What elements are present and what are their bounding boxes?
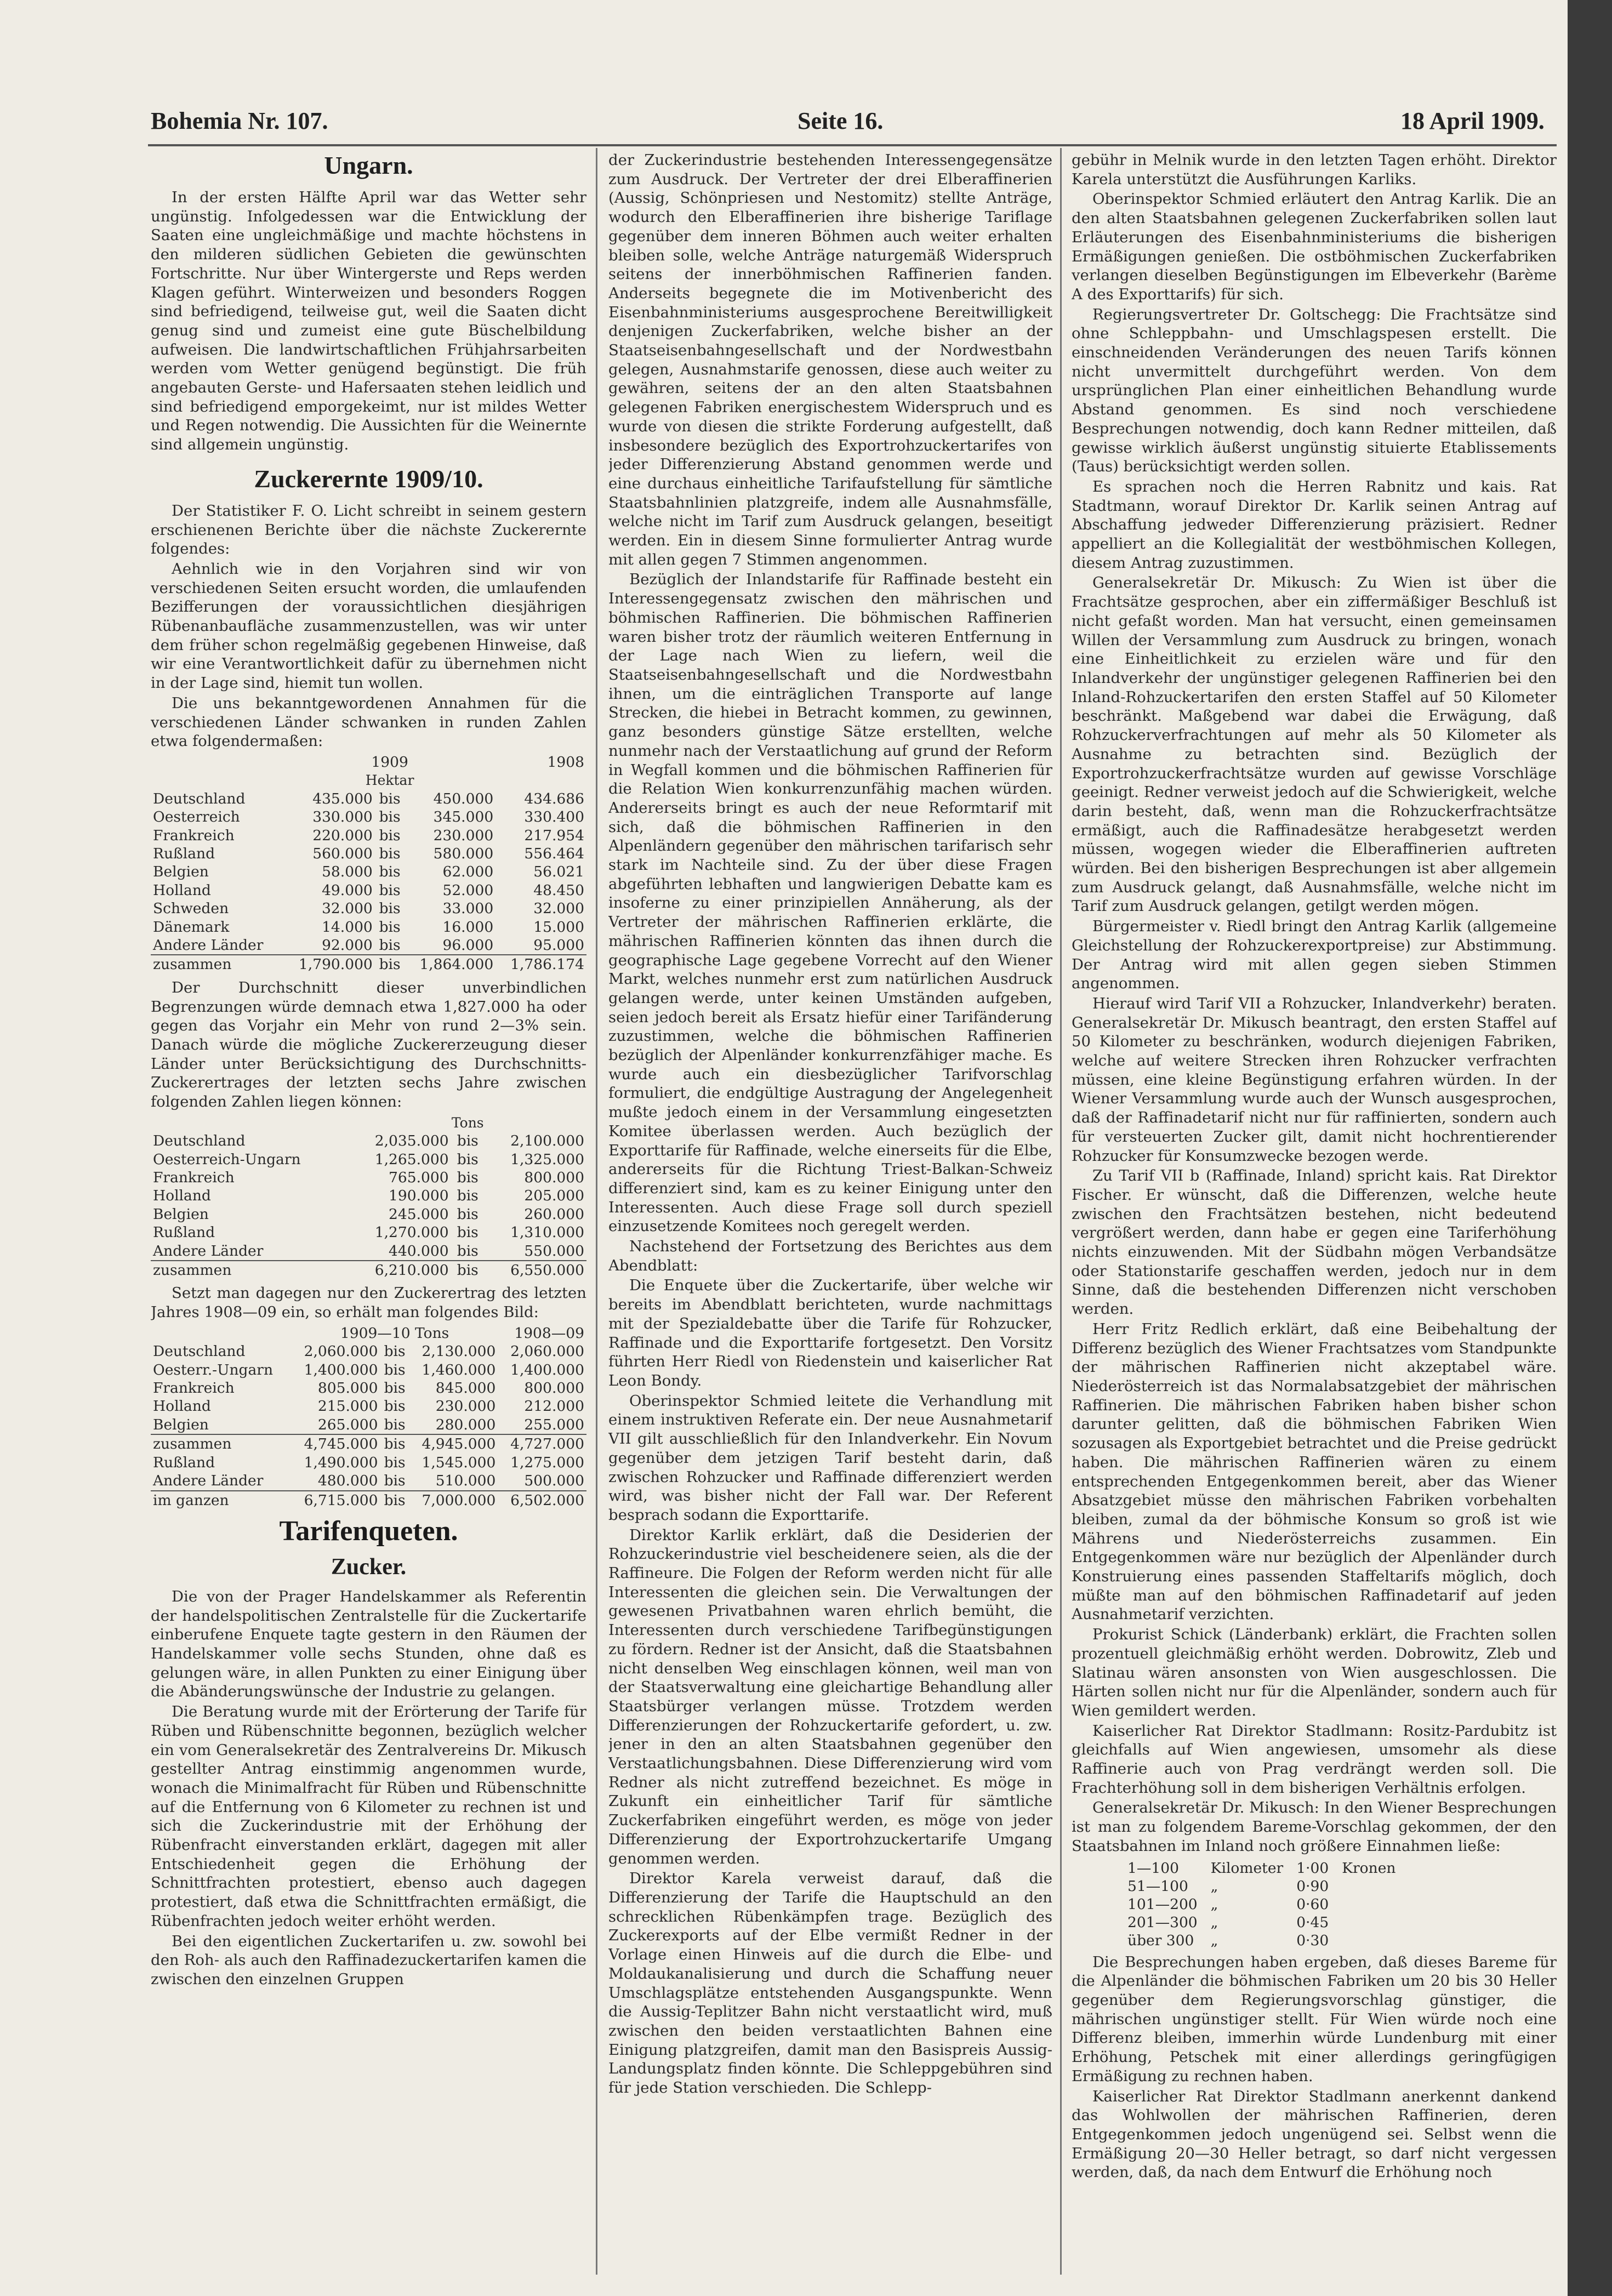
country-cell: Belgien (153, 1205, 209, 1223)
value-to-cell: 1,310.000 (510, 1224, 584, 1241)
value-to-cell: 33.000 (442, 900, 494, 918)
table-row (151, 863, 586, 881)
country-cell: Belgien (153, 863, 209, 881)
value-to-cell: 1,545.000 (421, 1454, 496, 1471)
rate-cell: 0·60 (1296, 1895, 1329, 1913)
table-total-row (151, 1261, 586, 1279)
range-separator: bis (375, 955, 405, 973)
prior-year-cell: 15.000 (533, 918, 584, 936)
masthead (151, 107, 1554, 140)
table-header-row (151, 753, 586, 771)
value-to-cell: 845.000 (435, 1380, 496, 1397)
value-to-cell: 260.000 (524, 1205, 584, 1223)
column-divider (596, 148, 597, 2275)
range-separator: bis (451, 1261, 485, 1279)
tariff-row (1121, 1932, 1402, 1950)
country-cell: Dänemark (153, 918, 230, 936)
paragraph: Der Durchschnitt dieser unverbindlichen Begrenzungen würde demnach etwa 1,827.000 ha oder gegen das Vorjahr ein Mehr von rund 2—3% sein. Danach würde die mögliche Zuckererzeugung dieser Länder unter Berücksichtigung des Durchschnitts-Zuckerertrages der letzten sechs Jahre zwischen folgenden Zahlen liegen können: (151, 978, 586, 1111)
value-from-cell: 1,265.000 (374, 1150, 449, 1168)
value-from-cell: 480.000 (317, 1472, 378, 1490)
prior-year-cell: 434.686 (524, 790, 584, 807)
distance-range-cell: 101—200 (1127, 1895, 1198, 1913)
section-title-ungarn: Ungarn. (324, 151, 413, 179)
table-row (151, 1379, 586, 1397)
value-from-cell: 4,745.000 (292, 1434, 380, 1453)
tariff-row (1121, 1859, 1402, 1877)
value-to-cell: 6,550.000 (485, 1261, 586, 1279)
acreage-table (151, 753, 586, 974)
table-header-row (151, 1324, 586, 1342)
country-cell: Andere Länder (153, 1472, 264, 1490)
value-to-cell: 800.000 (524, 1169, 584, 1186)
table-unit: Tons (451, 1114, 484, 1131)
range-separator: bis (457, 1242, 479, 1260)
prior-year-cell: 556.464 (524, 845, 584, 863)
paragraph: Die uns bekanntgewordenen Annahmen für die verschiedenen Länder schwanken in runden Zahlen etwa folgendermaßen: (151, 694, 586, 750)
paragraph: Bezüglich der Inlandstarife für Raffinade besteht ein Interessengegensatz zwischen den mährischen und böhmischen Raffinerien. Die böhmischen Raffinerien waren bisher trotz der räumlich weiteren Entfernung in der Lage nach Wien zu liefern, weil die Staatseisenbahngesellschaft und die Nordwestbahn ihnen, um die einträglichen Transporte auf lange Strecken, die hiebei in Betracht kommen, zu gewinnen, ganz besonders günstige Sätze erstellten, welche nunmehr nach der Verstaatlichung auf grund der Reform in Wegfall kommen und die böhmischen Raffinerien für die Relation Wien konkurrenzunfähig machen würden. Andererseits bringt es auch der neue Reformtarif mit sich, daß die böhmischen Raffinerien in den Alpenländern gegenüber den mährischen tarifarisch sehr stark im Nachteile sind. Zu der über diese Fragen abgeführten lebhaften und langwierigen Debatte kam es insoferne zu einer prinzipiellen Annäherung, als der Vertreter der mährischen Raffinerien erklärte, die mährischen Raffinerien könnten das ihnen durch die geographische Lage gegebene Vorrecht auf den Wiener Markt, welches nunmehr erst zum natürlichen Ausdruck gelangen werde, unter keinen Umständen aufgeben, seien jedoch bereit als Ersatz hiefür einer Tarifänderung zuzustimmen, welche die böhmischen Raffinerien bezüglich der Alpenländer konkurrenzfähiger mache. Es wurde auch ein diesbezüglicher Tarifvorschlag formuliert, die endgültige Austragung der Angelegenheit mußte jedoch einem in der Versammlung eingesetzten Komitee überlassen werden. Auch bezüglich der Exporttarife für Raffinade, welche einerseits für die Elbe, andererseits für die Richtung Triest-Balkan-Schweiz differenziert sind, kam es zu keiner Einigung unter den Interessenten. Auch diese Frage soll durch speziell einzusetzende Komitees noch geregelt werden. (608, 571, 1052, 1235)
table-row (151, 1187, 586, 1205)
paragraph: Bürgermeister v. Riedl bringt den Antrag Karlik (allgemeine Gleichstellung der Rohzuckerexportpreise) zur Abstimmung. Der Antrag wird mit allen gegen sieben Stimmen angenommen. (1072, 918, 1557, 993)
table-row (151, 1150, 586, 1169)
value-to-cell: 230.000 (435, 1398, 496, 1415)
country-cell: Belgien (153, 1416, 209, 1433)
paragraph: Kaiserlicher Rat Direktor Stadlmann: Rositz-Pardubitz ist gleichfalls auf Wien angewiesen, umsomehr als diese Raffinerie auch von Prag verdrängt werden soll. Die Frachterhöhung soll in dem bisherigen Verhältnis erfolgen. (1072, 1722, 1557, 1797)
country-cell: Rußland (153, 1224, 215, 1241)
distance-unit-cell: „ (1210, 1895, 1218, 1913)
range-separator: bis (379, 790, 401, 807)
country-cell: Oesterreich (153, 808, 240, 826)
country-cell: Rußland (153, 845, 215, 863)
value-from-cell: 6,210.000 (349, 1261, 451, 1279)
column-3 (1072, 151, 1557, 2272)
prior-year-cell: 217.954 (524, 827, 584, 844)
distance-range-cell: 51—100 (1127, 1877, 1188, 1895)
range-separator: bis (457, 1150, 479, 1168)
paragraph: gebühr in Melnik wurde in den letzten Tagen erhöht. Direktor Karela unterstützt die Ausführungen Karliks. (1072, 151, 1557, 188)
value-to-cell: 2,100.000 (510, 1132, 584, 1150)
currency-cell: Kronen (1342, 1859, 1396, 1877)
table-header-1908-09: 1908—09 (514, 1324, 584, 1342)
masthead-rule (148, 144, 1557, 146)
sugar-yield-table (151, 1324, 586, 1509)
value-to-cell: 4,945.000 (409, 1434, 498, 1453)
country-cell: Deutschland (153, 790, 246, 807)
table-row (151, 808, 586, 826)
table-row (151, 1361, 586, 1379)
distance-unit-cell: „ (1210, 1913, 1218, 1931)
range-separator: bis (379, 863, 401, 881)
value-from-cell: 2,035.000 (374, 1132, 449, 1150)
country-cell: Deutschland (153, 1343, 246, 1360)
range-separator: bis (457, 1187, 479, 1205)
value-from-cell: 440.000 (389, 1242, 449, 1260)
tariff-row (1121, 1895, 1402, 1913)
paragraph: Prokurist Schick (Länderbank) erklärt, die Frachten sollen prozentuell gleichmäßig erhöht werden. Dobrowitz, Zleb und Slatinau wären ansonsten von Wien ausgeschlossen. Die Härten sollen nicht nur für die Alpenländer, sondern auch für Wien gemildert werden. (1072, 1626, 1557, 1719)
range-separator: bis (379, 881, 401, 899)
value-to-cell: 230.000 (433, 827, 494, 844)
value-from-cell: 1,400.000 (304, 1361, 378, 1378)
country-cell: Schweden (153, 900, 229, 918)
scan-edge (1568, 0, 1612, 2296)
value-from-cell: 435.000 (312, 790, 373, 807)
table-unit: Hektar (365, 772, 414, 789)
range-separator: bis (384, 1398, 406, 1415)
table-total-row (151, 955, 586, 973)
column-2 (608, 151, 1052, 2272)
value-from-cell: 14.000 (322, 918, 373, 936)
value-to-cell: 2,130.000 (421, 1343, 496, 1360)
paragraph: Oberinspektor Schmied erläutert den Antrag Karlik. Die an den alten Staatsbahnen gelegenen Zuckerfabriken sollen laut Erläuterungen des Eisenbahnministeriums die bisherigen Ermäßigungen genießen. Die ostböhmischen Zuckerfabriken verlangen dieselben Begünstigungen im Elbeverkehr (Barème A des Exporttarifs) für sich. (1072, 190, 1557, 303)
table-row (151, 1397, 586, 1415)
prior-year-cell: 4,727.000 (498, 1434, 586, 1453)
value-from-cell: 92.000 (322, 937, 373, 954)
value-from-cell: 58.000 (322, 863, 373, 881)
table-header-1909: 1909 (371, 753, 408, 771)
table-row (151, 936, 586, 955)
distance-range-cell: über 300 (1127, 1932, 1194, 1949)
paragraph: Herr Fritz Redlich erklärt, daß eine Beibehaltung der Differenz bezüglich des Wiener Frachtsatzes vom Standpunkte der mährischen Raffinerien nicht akzeptabel wäre. Niederösterreich ist das Normalabsatzgebiet der mährischen Raffinerien. Die mährischen Fabriken haben bisher schon darunter gelitten, daß die böhmischen Fabriken Wien sozusagen als Exportgebiet betrachtet und die Preise gedrückt haben. Die mährischen Raffinerien wären zu einem entsprechenden Entgegenkommen bereit, aber das Wiener Absatzgebiet müsse den mährischen Fabriken vorbehalten bleiben, zumal da der böhmische Konsum so groß ist wie Mährens und Niederösterreichs zusammen. Ein Entgegenkommen wäre nur bezüglich der Alpenländer durch Konstruierung eines passenden Staffeltarifs möglich, doch müßte man auf den böhmischen Raffinadetarif auf jeden Ausnahmetarif verzichten. (1072, 1320, 1557, 1623)
table-row (151, 1342, 586, 1360)
value-from-cell: 560.000 (312, 845, 373, 863)
prior-year-cell: 255.000 (524, 1416, 584, 1433)
range-separator: bis (379, 900, 401, 918)
range-separator: bis (457, 1205, 479, 1223)
prior-year-cell: 6,502.000 (498, 1491, 586, 1509)
rate-cell: 0·90 (1296, 1877, 1329, 1895)
value-from-cell: 765.000 (389, 1169, 449, 1186)
range-separator: bis (379, 918, 401, 936)
sugar-production-table (151, 1114, 586, 1280)
value-to-cell: 510.000 (435, 1472, 496, 1490)
range-separator: bis (379, 937, 401, 954)
masthead-page-number: Seite 16. (798, 107, 884, 134)
prior-year-cell: 330.400 (524, 808, 584, 826)
total-label-cell: zusammen (151, 1261, 349, 1279)
value-to-cell: 205.000 (524, 1187, 584, 1205)
value-to-cell: 280.000 (435, 1416, 496, 1433)
country-cell: Frankreich (153, 827, 235, 844)
bareme-tariff-table (1121, 1859, 1402, 1950)
country-cell: Andere Länder (153, 937, 264, 954)
value-to-cell: 96.000 (442, 937, 494, 954)
value-to-cell: 52.000 (442, 881, 494, 899)
table-row (151, 1242, 586, 1261)
paragraph: Bei den eigentlichen Zuckertarifen u. zw. sowohl bei den Roh- als auch den Raffinadezuckertarifen kamen die zwischen den einzelnen Gruppen (151, 1932, 586, 1988)
paragraph: Direktor Karlik erklärt, daß die Desiderien der Rohzuckerindustrie viel bescheidenere seien, als die der Raffineure. Die Folgen der Reform werden nicht für alle Interessenten die gleichen sein. Die Verwaltungen der gewesenen Privatbahnen waren ehrlich bemüht, die Interessenten durch verschiedene Tarifbegünstigungen zu fördern. Redner ist der Ansicht, daß die Staatsbahnen nicht denselben Weg einschlagen können, weil man von der Staatsverwaltung eine gleichartige Behandlung aller Staatsbürger verlangen müsse. Trotzdem werden Differenzierungen der Rohzuckertarife gefordert, u. zw. jener in den an alten Staatsbahnen gegenüber den Verstaatlichungsbahnen. Diese Differenzierung wird vom Redner als nicht zutreffend bezeichnet. Es möge in Zukunft ein einheitlicher Tarif für sämtliche Zuckerfabriken eingeführt werden, es möge von jeder Differenzierung der Exportrohzuckertarife Umgang genommen werden. (608, 1526, 1052, 1867)
section-subtitle-zucker: Zucker. (331, 1554, 407, 1580)
range-separator: bis (379, 827, 401, 844)
range-separator: bis (379, 808, 401, 826)
paragraph: Es sprachen noch die Herren Rabnitz und kais. Rat Stadtmann, worauf Direktor Dr. Karlik seinen Antrag auf Abschaffung jedweder Differenzierung präzisiert. Redner appelliert an die Kollegialität der westböhmischen Kollegen, diesem Antrag zuzustimmen. (1072, 477, 1557, 572)
distance-unit-cell: „ (1210, 1877, 1218, 1895)
prior-year-cell: 500.000 (524, 1472, 584, 1490)
value-to-cell: 7,000.000 (409, 1491, 498, 1509)
total-label-cell: zusammen (151, 1434, 292, 1453)
paragraph: Oberinspektor Schmied leitete die Verhandlung mit einem instruktiven Referate ein. Der neue Ausnahmetarif VII gilt ausschließlich für den Inlandverkehr. Ein Novum gegenüber dem jetzigen Tarif besteht darin, daß zwischen Rohzucker und Raffinade differenziert werden wird, was bisher nicht der Fall war. Der Referent besprach sodann die Exporttarife. (608, 1392, 1052, 1524)
paragraph: Die von der Prager Handelskammer als Referentin der handelspolitischen Zentralstelle für die Zuckertarife einberufene Enquete tagte gestern in den Räumen der Handelskammer volle sechs Stunden, ohne daß es gelungen wäre, in allen Punkten zu einer Einigung über die Abänderungswünsche der Industrie zu gelangen. (151, 1587, 586, 1701)
table-row (151, 1169, 586, 1187)
value-to-cell: 1,325.000 (510, 1150, 584, 1168)
range-separator: bis (384, 1454, 406, 1471)
country-cell: Holland (153, 1398, 211, 1415)
value-from-cell: 1,790.000 (284, 955, 375, 973)
table-total-row (151, 1491, 586, 1509)
distance-unit-cell: „ (1210, 1932, 1218, 1949)
value-from-cell: 265.000 (317, 1416, 378, 1433)
paragraph: Direktor Karela verweist darauf, daß die Differenzierung der Tarife die Hauptschuld an den schrecklichen Rübenkämpfen trage. Bezüglich des Zuckerexports auf der Elbe vermißt Redner in der Vorlage einen Hinweis auf die durch die Elbe- und Moldaukanalisierung und durch die Schaffung neuer Umschlagsplätze entstehenden Ausgangspunkte. Wenn die Aussig-Teplitzer Bahn nicht verstaatlicht wird, muß zwischen den beiden verstaatlichten Bahnen eine Einigung platzgreifen, damit man den Basispreis Aussig-Landungsplatz finden könnte. Die Schleppgebühren sind für jede Station verschieden. Die Schlepp- (608, 1870, 1052, 2097)
section-title-zuckerernte: Zuckerernte 1909/10. (254, 464, 483, 493)
value-to-cell: 16.000 (442, 918, 494, 936)
table-row (151, 1454, 586, 1472)
country-cell: Oesterreich-Ungarn (153, 1150, 301, 1168)
paragraph: Der Statistiker F. O. Licht schreibt in seinem gestern erschienenen Berichte über die nächste Zuckerernte folgendes: (151, 502, 586, 558)
paragraph: Die Beratung wurde mit der Erörterung der Tarife für Rüben und Rübenschnitte begonnen, bezüglich welcher ein vom Generalsekretär des Zentralvereins Dr. Mikusch gestellter Antrag einstimmig angenommen wurde, wonach die Minimalfracht für Rüben und Rübenschnitte auf die Entfernung von 6 Kilometer zu rechnen ist und sich die Zuckerindustrie mit der Erhöhung der Rübenfracht einverstanden erklärt, dagegen mit aller Entschiedenheit gegen die Erhöhung der Schnittfrachten protestiert, ebenso auch dagegen protestiert, daß etwa die Schnittfrachten ermäßigt, die Rübenfrachten jedoch weiter erhöht werden. (151, 1703, 586, 1930)
paragraph: der Zuckerindustrie bestehenden Interessengegensätze zum Ausdruck. Der Vertreter der drei Elberaffinerien (Aussig, Schönpriesen und Nestomitz) stellte Anträge, wodurch den Elberaffinerien ihre bisherige Tariflage gegenüber dem inneren Böhmen auch weiter erhalten bleiben solle, welche Anträge naturgemäß Widerspruch seitens der innerböhmischen Raffinerien fanden. Anderseits begegnete die im Motivenbericht des Eisenbahnministeriums ausgesprochene Bereitwilligkeit denjenigen Zuckerfabriken, welche bisher an der Staatseisenbahngesellschaft und der Nordwestbahn gelegen, Ausnahmstarife genossen, diese auch weiter zu gewähren, seitens der an den alten Staatsbahnen gelegenen Fabriken energischestem Widerspruch und es wurde von diesen die strikte Forderung aufgestellt, daß insbesondere bezüglich des Exportrohzuckertarifes von jeder Differenzierung Abstand genommen werde und eine durchaus einheitliche Tarifaufstellung für sämtliche Staatsbahnlinien platzgreife, indem alle Ausnahmsfälle, welche nicht im Tarif zum Ausdruck gelangen, beseitigt werden. Ein in diesem Sinne formulierter Antrag wurde mit allen gegen 7 Stimmen angenommen. (608, 151, 1052, 568)
tariff-row (1121, 1877, 1402, 1895)
country-cell: Frankreich (153, 1169, 235, 1186)
table-row (151, 1132, 586, 1150)
country-cell: Rußland (153, 1454, 215, 1471)
value-from-cell: 190.000 (389, 1187, 449, 1205)
paragraph: Hierauf wird Tarif VII a Rohzucker, Inlandverkehr) beraten. Generalsekretär Dr. Mikusch beantragt, den ersten Staffel auf 50 Kilometer zu beschränken, wodurch diejenigen Fabriken, welche auf weitere Strecken ihren Rohzucker verfrachten müssen, eine kleine Begünstigung erfahren würden. In der Wiener Versammlung wurde auch der Wunsch ausgesprochen, daß der Raffinadetarif nicht nur für raffinierten, sondern auch für versteuerten Zucker gilt, damit nicht hochrentierender Rohzucker für Konsumzwecke bezogen werde. (1072, 994, 1557, 1165)
value-from-cell: 2,060.000 (304, 1343, 378, 1360)
country-cell: Deutschland (153, 1132, 246, 1150)
paragraph: In der ersten Hälfte April war das Wetter sehr ungünstig. Infolgedessen war die Entwicklung der Saaten eine ungleichmäßige und machte höchstens in den milderen südlichen Gebieten die gewünschten Fortschritte. Nur über Wintergerste und Reps werden Klagen geführt. Winterweizen und besonders Roggen sind befriedigend, teilweise gut, weil die Saaten dicht genug sind und zumeist eine gute Büschelbildung aufweisen. Die landwirtschaftlichen Frühjahrsarbeiten werden vom Wetter genügend begünstigt. Die früh angebauten Gerste- und Hafersaaten stehen leidlich und sind befriedigend emporgekeimt, nur ist mildes Wetter und Regen notwendig. Die Aussichten für die Weinernte sind allgemein ungünstig. (151, 189, 586, 454)
value-from-cell: 49.000 (322, 881, 373, 899)
paragraph: Die Besprechungen haben ergeben, daß dieses Bareme für die Alpenländer die böhmischen Fabriken um 20 bis 30 Heller gegenüber dem Regierungsvorschlag günstiger, die mährischen ungünstiger stellt. Für Wien würde noch eine Differenz bleiben, immerhin würde Lundenburg mit einer Erhöhung, Petschek mit einer allerdings geringfügigen Ermäßigung zu rechnen haben. (1072, 1953, 1557, 2085)
paragraph: Aehnlich wie in den Vorjahren sind wir von verschiedenen Seiten ersucht worden, die umlaufenden Bezifferungen der voraussichtlichen diesjährigen Rübenanbaufläche zusammenzustellen, was wir unter dem früher schon regelmäßig gegebenen Hinweise, daß wir eine Verantwortlichkeit dafür zu übernehmen nicht in der Lage sind, hiemit tun wollen. (151, 560, 586, 692)
paragraph: Nachstehend der Fortsetzung des Berichtes aus dem Abendblatt: (608, 1238, 1052, 1274)
range-separator: bis (384, 1343, 406, 1360)
table-row (151, 790, 586, 808)
value-from-cell: 32.000 (322, 900, 373, 918)
range-separator: bis (457, 1169, 479, 1186)
table-unit-row (151, 771, 586, 789)
country-cell: Holland (153, 881, 211, 899)
range-separator: bis (384, 1472, 406, 1490)
distance-range-cell: 201—300 (1127, 1913, 1198, 1931)
column-1 (151, 151, 586, 2272)
country-cell: Frankreich (153, 1380, 235, 1397)
range-separator: bis (384, 1416, 406, 1433)
range-separator: bis (380, 1434, 409, 1453)
country-cell: Oesterr.-Ungarn (153, 1361, 274, 1378)
value-from-cell: 330.000 (312, 808, 373, 826)
table-unit-row (151, 1114, 586, 1132)
section-title-tarifenqueten: Tarifenqueten. (279, 1515, 458, 1547)
value-to-cell: 580.000 (433, 845, 494, 863)
prior-year-cell: 1,786.174 (495, 955, 586, 973)
value-from-cell: 1,270.000 (374, 1224, 449, 1241)
total-label-cell: zusammen (151, 955, 284, 973)
value-from-cell: 805.000 (317, 1380, 378, 1397)
table-header-1909-10: 1909—10 Tons (340, 1324, 449, 1342)
prior-year-cell: 32.000 (533, 900, 584, 918)
value-from-cell: 1,490.000 (304, 1454, 378, 1471)
value-from-cell: 6,715.000 (292, 1491, 380, 1509)
prior-year-cell: 1,275.000 (510, 1454, 584, 1471)
prior-year-cell: 800.000 (524, 1380, 584, 1397)
table-row (151, 1472, 586, 1490)
range-separator: bis (379, 845, 401, 863)
table-row (151, 827, 586, 845)
distance-range-cell: 1—100 (1127, 1859, 1179, 1877)
table-row (151, 1205, 586, 1223)
rate-cell: 1·00 (1296, 1859, 1329, 1877)
value-from-cell: 245.000 (389, 1205, 449, 1223)
prior-year-cell: 2,060.000 (510, 1343, 584, 1360)
country-cell: Andere Länder (153, 1242, 264, 1260)
prior-year-cell: 56.021 (533, 863, 584, 881)
masthead-date: 18 April 1909. (1400, 107, 1545, 134)
distance-unit-cell: Kilometer (1210, 1859, 1284, 1877)
paragraph: Kaiserlicher Rat Direktor Stadlmann anerkennt dankend das Wohlwollen der mährischen Raffinerien, deren Entgegenkommen jedoch ungenügend sei. Selbst wenn die Ermäßigung 20—30 Heller betragt, so darf nicht vergessen werden, daß, da nach dem Entwurf die Erhöhung noch (1072, 2087, 1557, 2181)
total-label-cell: im ganzen (151, 1491, 292, 1509)
table-row (151, 845, 586, 863)
value-to-cell: 345.000 (433, 808, 494, 826)
column-divider (1060, 148, 1062, 2275)
paragraph: Die Enquete über die Zuckertarife, über welche wir bereits im Abendblatt berichteten, wurde nachmittags mit der Spezialdebatte über die Tarife für Rohzucker, Raffinade und die Exporttarife fortgesetzt. Den Vorsitz führten Herr Riedl von Riedenstein und kaiserlicher Rat Leon Bondy. (608, 1277, 1052, 1389)
table-header-1908: 1908 (547, 753, 584, 771)
range-separator: bis (457, 1132, 479, 1150)
prior-year-cell: 212.000 (524, 1398, 584, 1415)
paragraph: Generalsekretär Dr. Mikusch: In den Wiener Besprechungen ist man zu folgendem Bareme-Vorschlag gekommen, der den Staatsbahnen im Inland noch größere Einnahmen ließe: (1072, 1799, 1557, 1855)
value-to-cell: 550.000 (524, 1242, 584, 1260)
value-from-cell: 220.000 (312, 827, 373, 844)
range-separator: bis (380, 1491, 409, 1509)
value-from-cell: 215.000 (317, 1398, 378, 1415)
prior-year-cell: 48.450 (533, 881, 584, 899)
range-separator: bis (457, 1224, 479, 1241)
paragraph: Setzt man dagegen nur den Zuckerertrag des letzten Jahres 1908—09 ein, so erhält man folgendes Bild: (151, 1284, 586, 1321)
paragraph: Zu Tarif VII b (Raffinade, Inland) spricht kais. Rat Direktor Fischer. Er wünscht, daß die Differenzen, welche heute zwischen den Frachtsätzen bestehen, nicht bedeutend vergrößert werden, dann habe er gegen eine Tariferhöhung nichts einzuwenden. Mit der Südbahn mögen Verbandsätze oder Stationstarife geschaffen werden, jedoch nur in dem Sinne, daß die bestehenden Differenzen nicht verschoben werden. (1072, 1167, 1557, 1318)
value-to-cell: 1,864.000 (405, 955, 495, 973)
country-cell: Holland (153, 1187, 211, 1205)
prior-year-cell: 95.000 (533, 937, 584, 954)
masthead-paper-issue: Bohemia Nr. 107. (151, 107, 328, 134)
table-row (151, 1223, 586, 1241)
range-separator: bis (384, 1361, 406, 1378)
table-row (151, 881, 586, 899)
prior-year-cell: 1,400.000 (510, 1361, 584, 1378)
tariff-row (1121, 1913, 1402, 1932)
table-row (151, 1416, 586, 1434)
table-total-row (151, 1434, 586, 1453)
rate-cell: 0·45 (1296, 1913, 1329, 1931)
rate-cell: 0·30 (1296, 1932, 1329, 1949)
value-to-cell: 1,460.000 (421, 1361, 496, 1378)
paragraph: Regierungsvertreter Dr. Goltschegg: Die Frachtsätze sind ohne Schleppbahn- und Umschlagspesen erstellt. Die einschneidenden Veränderungen des neuen Tarifs können nicht unvermittelt durchgeführt werden. Von dem ursprünglichen Plan einer einheitlichen Behandlung wurde Abstand genommen. Es sind noch verschiedene Besprechungen notwendig, doch kann Redner mitteilen, daß gewisse wirklich äußerst ungünstig situierte Etablissements (Taus) berücksichtigt werden sollen. (1072, 305, 1557, 476)
value-to-cell: 62.000 (442, 863, 494, 881)
value-to-cell: 450.000 (433, 790, 494, 807)
table-row (151, 918, 586, 936)
paragraph: Generalsekretär Dr. Mikusch: Zu Wien ist über die Frachtsätze gesprochen, aber ein ziffermäßiger Beschluß ist nicht gefaßt worden. Man hat versucht, einen gemeinsamen Willen der Versammlung zum Ausdruck zu bringen, wonach eine Einheitlichkeit zu erzielen wäre und für den Inlandverkehr der ungünstiger gelegenen Raffinerien bei den Inland-Rohzuckertarifen den ersten Staffel auf 50 Kilometer beschränkt. Maßgebend war dabei die Erwägung, daß Rohzuckerverfrachtungen auf mehr als 50 Kilometer als Ausnahme zu betrachten sind. Bezüglich der Exportrohzuckerfrachtsätze wurden auf gewisse Vorschläge geeinigt. Redner verweist jedoch auf die Schwierigkeit, welche darin besteht, daß, wenn man die Rohzuckerfrachtsätze ermäßigt, auch die Raffinadesätze herabgesetzt werden müssen, wogegen wieder die Elberaffinerien auftreten würden. Bei den bisherigen Besprechungen ist aber allgemein zum Ausdruck gelangt, daß Ausnahmsfälle, welche nicht im Tarif zum Ausdruck gelangen, getilgt werden mögen. (1072, 574, 1557, 915)
range-separator: bis (384, 1380, 406, 1397)
table-row (151, 899, 586, 918)
